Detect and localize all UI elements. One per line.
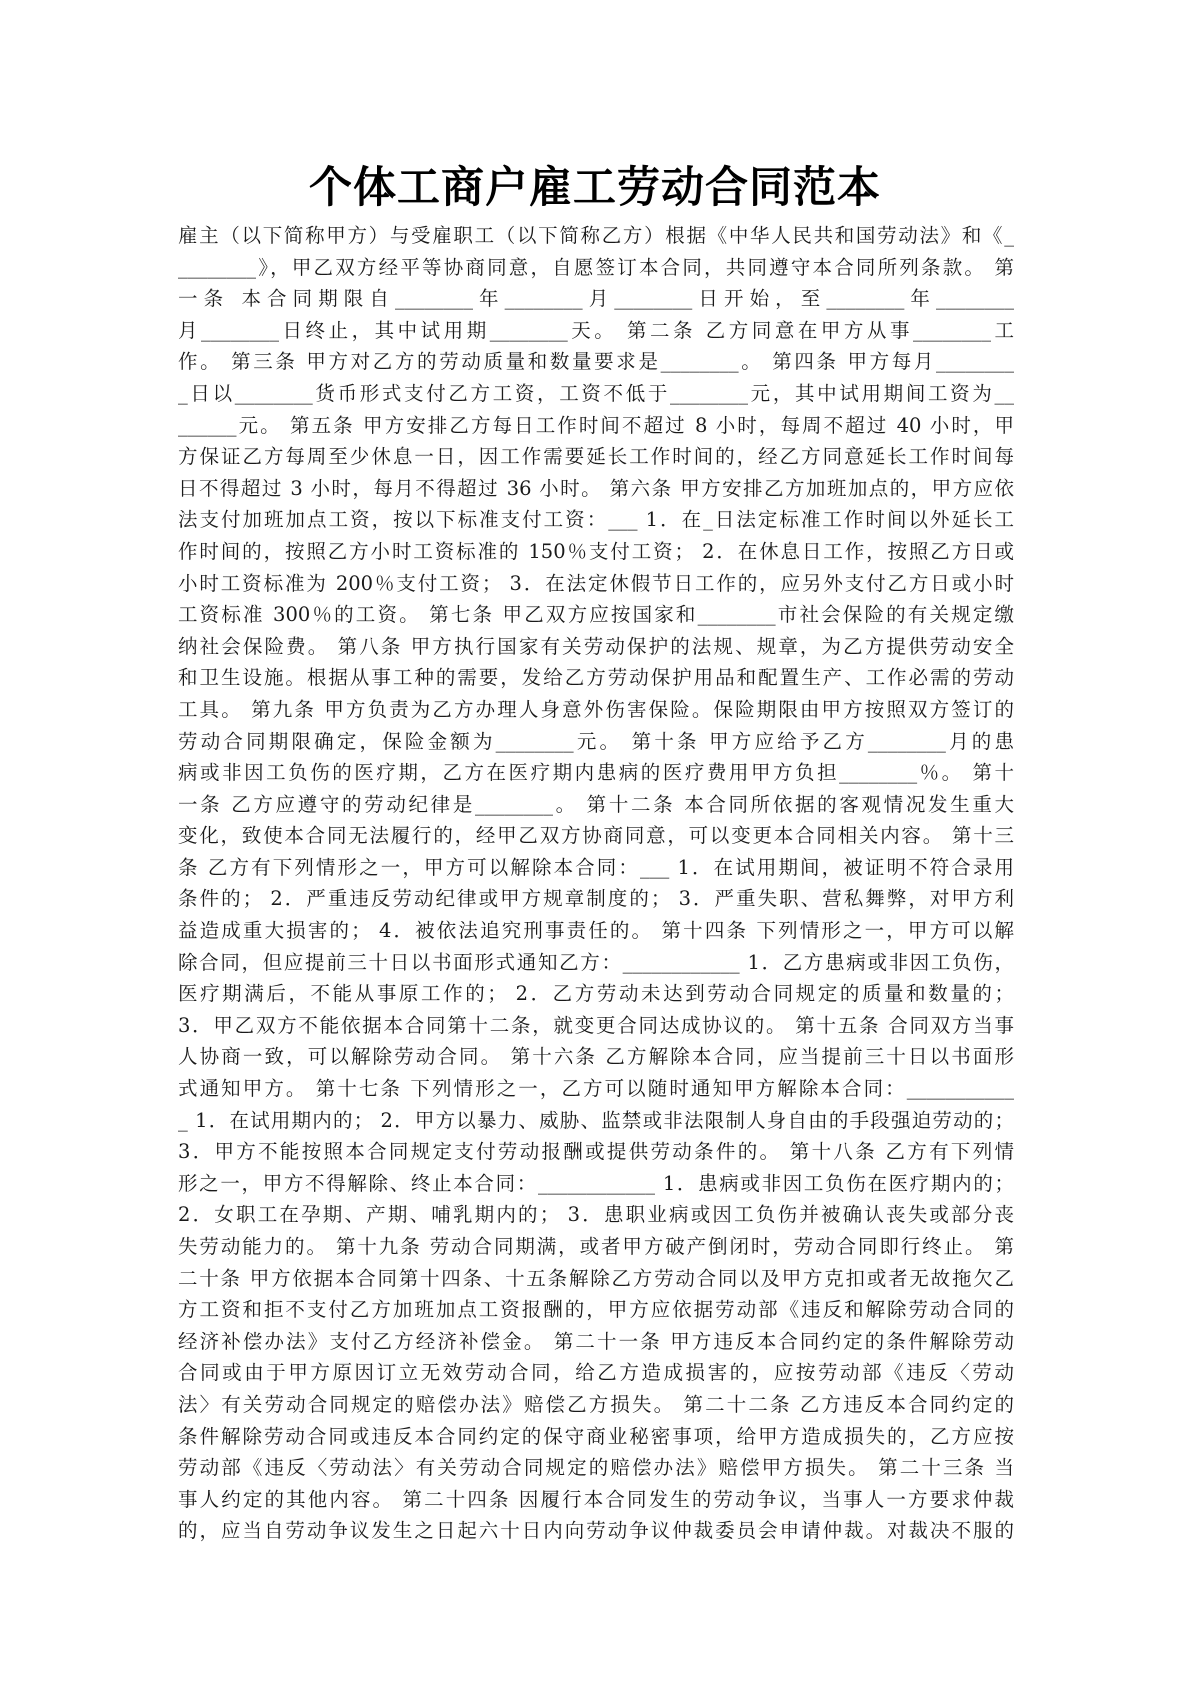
contract-text-line: 方工资和拒不支付乙方加班加点工资报酬的，甲方应依据劳动部《违反和解除劳动合同的 — [178, 1298, 1014, 1322]
contract-text-line: 条 乙方有下列情形之一，甲方可以解除本合同：___ 1．在试用期间，被证明不符合录用 — [178, 855, 1014, 879]
contract-text-line: 的，应当自劳动争议发生之日起六十日内向劳动争议仲裁委员会申请仲裁。对裁决不服的 — [178, 1519, 1014, 1543]
contract-text-line: 法〉有关劳动合同规定的赔偿办法》赔偿乙方损失。 第二十二条 乙方违反本合同约定的 — [178, 1392, 1014, 1416]
contract-text-line: 形之一，甲方不得解除、终止本合同：____________ 1．患病或非因工负伤在医疗期内的； — [178, 1171, 1014, 1195]
contract-text-line: 条件解除劳动合同或违反本合同约定的保守商业秘密事项，给甲方造成损失的，乙方应按 — [178, 1424, 1014, 1448]
contract-text-line: 病或非因工负伤的医疗期，乙方在医疗期内患病的医疗费用甲方负担________％。 第十 — [178, 761, 1014, 785]
contract-text-line: 纳社会保险费。 第八条 甲方执行国家有关劳动保护的法规、规章，为乙方提供劳动安全 — [178, 634, 1014, 658]
document-title: 个体工商户雇工劳动合同范本 — [309, 163, 881, 213]
contract-text-line: 作时间的，按照乙方小时工资标准的 150％支付工资； 2．在休息日工作，按照乙方日或 — [178, 539, 1014, 563]
contract-body — [178, 220, 1014, 1547]
contract-text-line: 一条 本合同期限自________年________月________日开始，至________年________ — [178, 287, 1014, 311]
contract-text-line: 医疗期满后，不能从事原工作的； 2．乙方劳动未达到劳动合同规定的质量和数量的； — [178, 982, 1014, 1006]
contract-text-line: 劳动合同期限确定，保险金额为________元。 第十条 甲方应给予乙方________月的患 — [178, 729, 1014, 753]
contract-text-line: 3．甲方不能按照本合同规定支付劳动报酬或提供劳动条件的。 第十八条 乙方有下列情 — [178, 1140, 1014, 1164]
contract-text-line: 作。 第三条 甲方对乙方的劳动质量和数量要求是________。 第四条 甲方每月________ — [178, 350, 1014, 374]
contract-text-line: 日不得超过 3 小时，每月不得超过 36 小时。 第六条 甲方安排乙方加班加点的，甲方应依 — [178, 476, 1014, 500]
contract-text-line: 和卫生设施。根据从事工种的需要，发给乙方劳动保护用品和配置生产、工作必需的劳动 — [178, 666, 1014, 690]
contract-text-line: 一条 乙方应遵守的劳动纪律是________。 第十二条 本合同所依据的客观情况发生重大 — [178, 792, 1014, 816]
contract-text-line: 劳动部《违反〈劳动法〉有关劳动合同规定的赔偿办法》赔偿甲方损失。 第二十三条 当 — [178, 1456, 1014, 1480]
contract-text-line: ______元。 第五条 甲方安排乙方每日工作时间不超过 8 小时，每周不超过 40 小时，甲 — [178, 413, 1014, 437]
contract-text-line: 式通知甲方。 第十七条 下列情形之一，乙方可以随时通知甲方解除本合同：___________ — [178, 1077, 1014, 1101]
contract-text-line: 工资标准 300％的工资。 第七条 甲乙双方应按国家和________市社会保险的有关规定缴 — [178, 603, 1014, 627]
contract-text-line: 除合同，但应提前三十日以书面形式通知乙方：____________ 1．乙方患病或非因工负伤， — [178, 950, 1014, 974]
contract-text-line: 2．女职工在孕期、产期、哺乳期内的； 3．患职业病或因工负伤并被确认丧失或部分丧 — [178, 1203, 1014, 1227]
contract-text-line: 经济补偿办法》支付乙方经济补偿金。 第二十一条 甲方违反本合同约定的条件解除劳动 — [178, 1329, 1014, 1353]
contract-text-line: 方保证乙方每周至少休息一日，因工作需要延长工作时间的，经乙方同意延长工作时间每 — [178, 445, 1014, 469]
contract-text-line: 合同或由于甲方原因订立无效劳动合同，给乙方造成损害的，应按劳动部《违反〈劳动 — [178, 1361, 1014, 1385]
contract-text-line: 小时工资标准为 200％支付工资； 3．在法定休假节日工作的，应另外支付乙方日或小时 — [178, 571, 1014, 595]
contract-text-line: 失劳动能力的。 第十九条 劳动合同期满，或者甲方破产倒闭时，劳动合同即行终止。 第 — [178, 1235, 1014, 1258]
contract-text-line: 月________日终止，其中试用期________天。 第二条 乙方同意在甲方从事________工 — [178, 318, 1014, 342]
contract-text-line: _ 1．在试用期内的； 2．甲方以暴力、威胁、监禁或非法限制人身自由的手段强迫劳动的； — [178, 1108, 1014, 1132]
contract-text-line: 益造成重大损害的； 4．被依法追究刑事责任的。 第十四条 下列情形之一，甲方可以解 — [178, 919, 1014, 943]
contract-text-line: 3．甲乙双方不能依据本合同第十二条，就变更合同达成协议的。 第十五条 合同双方当事 — [178, 1013, 1014, 1037]
contract-text-line: 工具。 第九条 甲方负责为乙方办理人身意外伤害保险。保险期限由甲方按照双方签订的 — [178, 697, 1014, 721]
contract-text-line: _日以________货币形式支付乙方工资，工资不低于________元，其中试用期间工资为__ — [178, 381, 1014, 405]
contract-text-line: 二十条 甲方依据本合同第十四条、十五条解除乙方劳动合同以及甲方克扣或者无故拖欠乙 — [178, 1266, 1014, 1290]
contract-text-line: 雇主（以下简称甲方）与受雇职工（以下简称乙方）根据《中华人民共和国劳动法》和《_ — [178, 224, 1014, 247]
contract-text-line: 变化，致使本合同无法履行的，经甲乙双方协商同意，可以变更本合同相关内容。 第十三 — [178, 824, 1014, 848]
contract-text-line: 事人约定的其他内容。 第二十四条 因履行本合同发生的劳动争议，当事人一方要求仲裁 — [178, 1487, 1014, 1511]
contract-text-line: ________》，甲乙双方经平等协商同意，自愿签订本合同，共同遵守本合同所列条款。 第 — [178, 255, 1014, 279]
contract-text-line: 人协商一致，可以解除劳动合同。 第十六条 乙方解除本合同，应当提前三十日以书面形 — [178, 1045, 1014, 1069]
contract-text-line: 法支付加班加点工资，按以下标准支付工资：___ 1．在_日法定标准工作时间以外延长工 — [178, 508, 1014, 532]
contract-text-line: 条件的； 2．严重违反劳动纪律或甲方规章制度的； 3．严重失职、营私舞弊，对甲方利 — [178, 887, 1014, 911]
